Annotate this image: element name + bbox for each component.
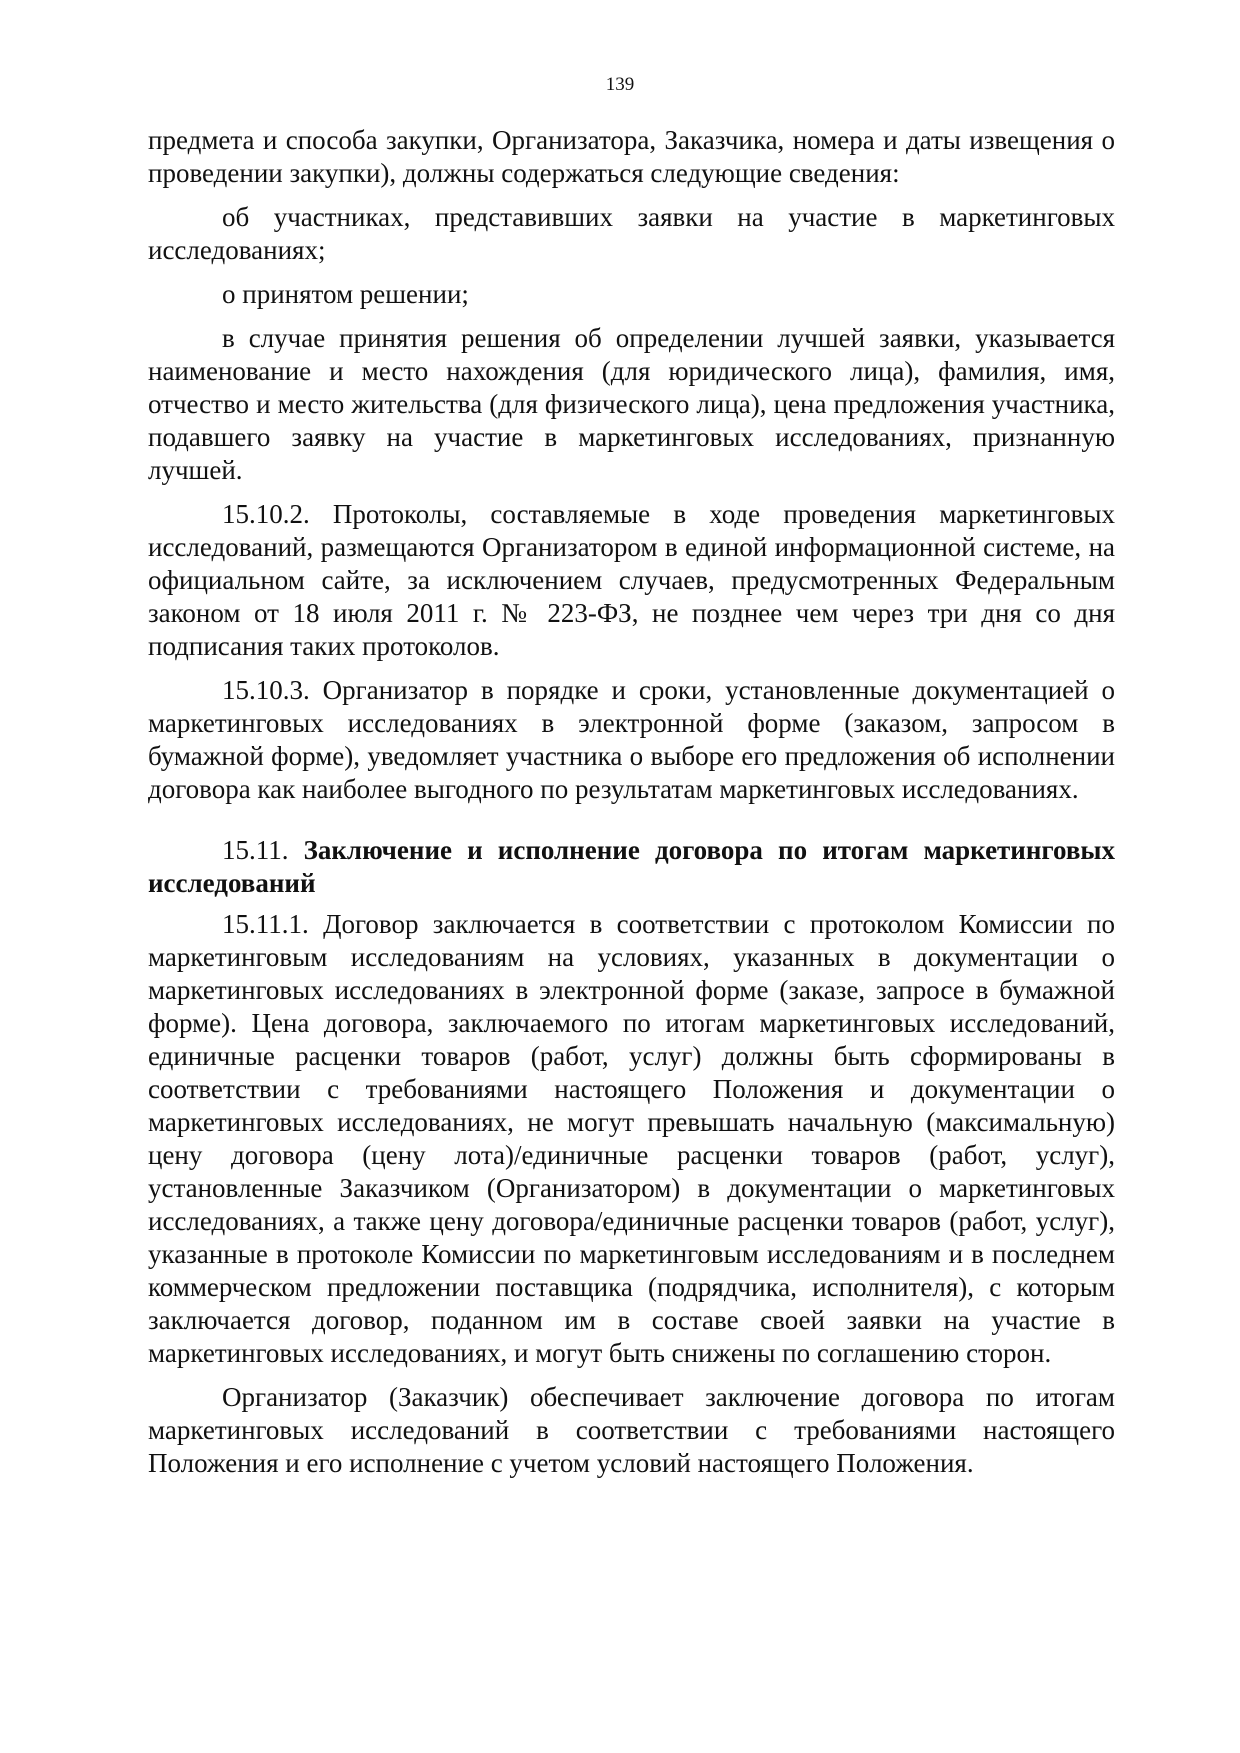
document-body [148, 124, 1115, 1480]
paragraph-participants: об участниках, представивших заявки на участие в маркетинговых исследованиях; [148, 202, 1115, 265]
section-heading-15-11 [148, 834, 1115, 900]
paragraph-15-11-1: 15.11.1. Договор заключается в соответствии с протоколом Комиссии по маркетинговым исследованиям на условиях, указанных в документации о маркетинговых исследованиях в электронной форме (заказе, запросе в бумажной форме). Цена договора, заключаемого по итогам маркетинговых исследований, единичные расценки товаров (работ, услуг) должны быть сформированы в соответствии с требованиями настоящего Положения и документации о маркетинговых исследованиях, не могут превышать начальную (максимальную) цену договора (цену лота)/единичные расценки товаров (работ, услуг), установленные Заказчиком (Организатором) в документации о маркетинговых исследованиях, а также цену договора/единичные расценки товаров (работ, услуг), указанные в протоколе Комиссии по маркетинговым исследованиям и в последнем коммерческом предложении поставщика (подрядчика, исполнителя), с которым заключается договор, поданном им в составе своей заявки на участие в маркетинговых исследованиях, и могут быть снижены по соглашению сторон. [148, 909, 1115, 1368]
paragraph-15-10-2: 15.10.2. Протоколы, составляемые в ходе проведения маркетинговых исследований, размещаются Организатором в единой информационной системе, на официальном сайте, за исключением случаев, предусмотренных Федеральным законом от 18 июля 2011 г. № 223-ФЗ, не позднее чем через три дня со дня подписания таких протоколов. [148, 499, 1115, 661]
paragraph-continued: предмета и способа закупки, Организатора, Заказчика, номера и даты извещения о проведении закупки), должны содержаться следующие сведения: [148, 125, 1115, 188]
paragraph-15-10-3: 15.10.3. Организатор в порядке и сроки, установленные документацией о маркетинговых исследованиях в электронной форме (заказом, запросом в бумажной форме), уведомляет участника о выборе его предложения об исполнении договора как наиболее выгодного по результатам маркетинговых исследованиях. [148, 675, 1115, 804]
section-title: Заключение и исполнение договора по итогам маркетинговых исследований [148, 835, 1116, 898]
paragraph-organizer-obligation: Организатор (Заказчик) обеспечивает заключение договора по итогам маркетинговых исследований в соответствии с требованиями настоящего Положения и его исполнение с учетом условий настоящего Положения. [148, 1382, 1115, 1478]
page-number: 139 [605, 74, 635, 95]
section-number: 15.11. [222, 835, 304, 865]
paragraph-decision: о принятом решении; [222, 279, 469, 309]
paragraph-best-bid: в случае принятия решения об определении лучшей заявки, указывается наименование и место нахождения (для юридического лица), фамилия, имя, отчество и место жительства (для физического лица), цена предложения участника, подавшего заявку на участие в маркетинговых исследованиях, признанную лучшей. [148, 323, 1115, 485]
